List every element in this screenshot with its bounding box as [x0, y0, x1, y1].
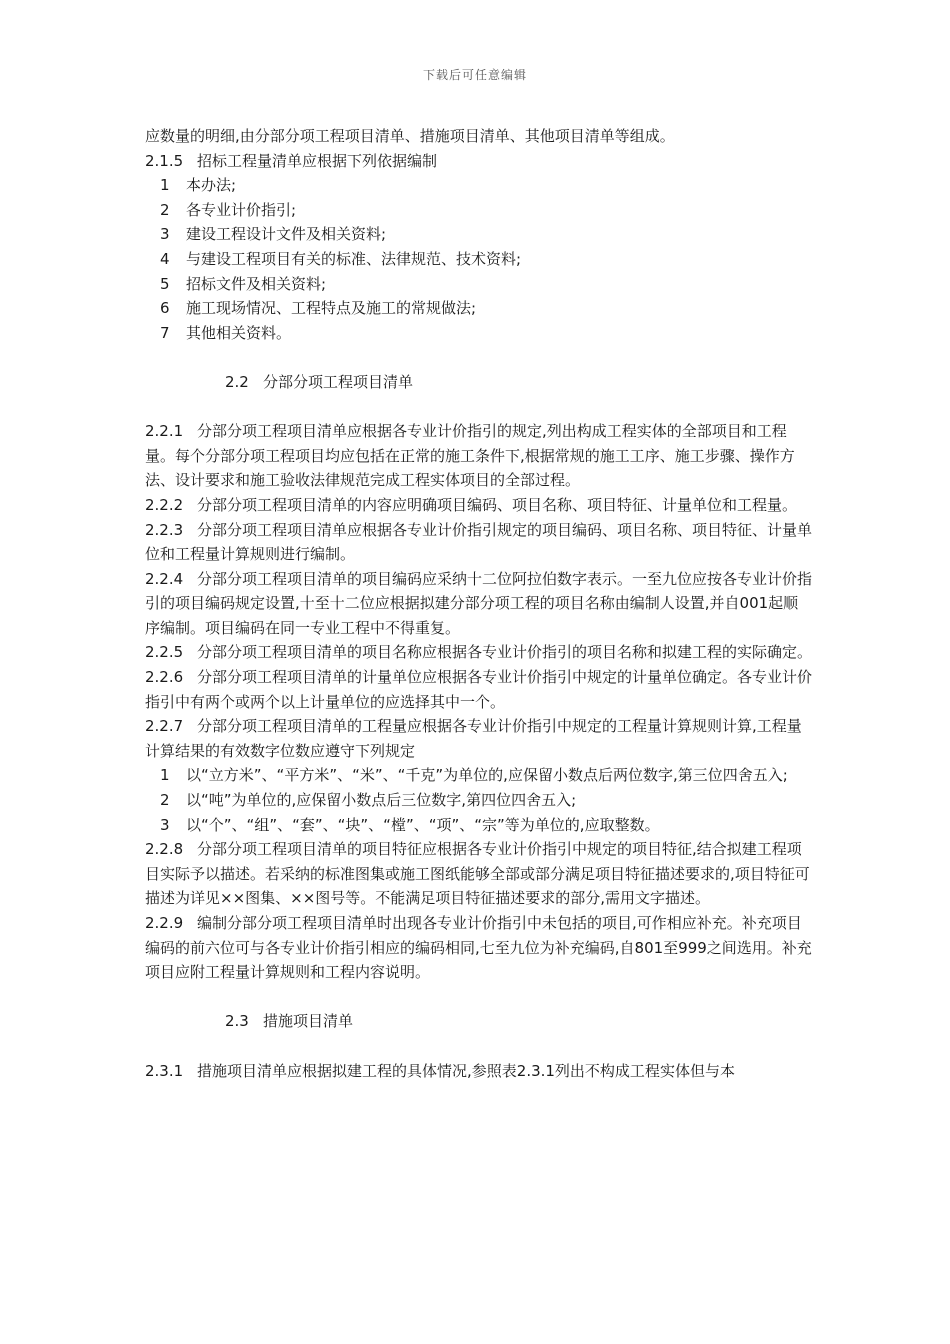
- clause-2-3-1: [145, 1059, 813, 1084]
- list-text: 以“个”、“组”、“套”、“块”、“樘”、“项”、“宗”等为单位的,应取整数。: [186, 815, 660, 834]
- list-number: 7: [160, 323, 170, 342]
- clause-number: 2.2.4: [145, 569, 184, 588]
- list-number: 1: [160, 766, 170, 785]
- list-number: 6: [160, 299, 170, 318]
- list-item: [145, 198, 813, 223]
- clause-number: 2.1.5: [145, 151, 184, 170]
- list-text: 招标文件及相关资料;: [186, 274, 327, 293]
- list-number: 5: [160, 274, 170, 293]
- section-number: 2.3: [225, 1012, 249, 1031]
- clause-2-2-1: [145, 419, 813, 493]
- clause-number: 2.2.2: [145, 495, 184, 514]
- list-item: [145, 296, 813, 321]
- clause-text: 分部分项工程项目清单的内容应明确项目编码、项目名称、项目特征、计量单位和工程量。: [197, 495, 798, 514]
- clause-text: 分部分项工程项目清单的计量单位应根据各专业计价指引中规定的计量单位确定。各专业计价指引中有两个或两个以上计量单位的应选择其中一个。: [145, 668, 813, 711]
- list-number: 2: [160, 200, 170, 219]
- list-text: 以“立方米”、“平方米”、“米”、“千克”为单位的,应保留小数点后两位数字,第三位四舍五入;: [186, 766, 788, 785]
- list-item: [145, 321, 813, 346]
- clause-2-2-6: [145, 665, 813, 714]
- clause-text: 分部分项工程项目清单的项目编码应采纳十二位阿拉伯数字表示。一至九位应按各专业计价指引的项目编码规定设置,十至十二位应根据拟建分部分项工程的项目名称由编制人设置,并自001起顺序编制。项目编码在同一专业工程中不得重复。: [145, 569, 813, 637]
- clause-text: 编制分部分项工程项目清单时出现各专业计价指引中未包括的项目,可作相应补充。补充项目编码的前六位可与各专业计价指引相应的编码相同,七至九位为补充编码,自801至999之间选用。补充项目应附工程量计算规则和工程内容说明。: [145, 914, 812, 982]
- clause-text: 分部分项工程项目清单应根据各专业计价指引规定的项目编码、项目名称、项目特征、计量单位和工程量计算规则进行编制。: [145, 520, 813, 564]
- list-item: [145, 788, 813, 813]
- clause-text: 措施项目清单应根据拟建工程的具体情况,参照表2.3.1列出不构成工程实体但与本: [197, 1061, 735, 1080]
- clause-number: 2.2.1: [145, 422, 184, 441]
- list-number: 2: [160, 791, 170, 810]
- clause-2-1-5: [145, 149, 813, 174]
- list-number: 1: [160, 176, 170, 195]
- list-text: 施工现场情况、工程特点及施工的常规做法;: [186, 299, 477, 318]
- list-item: [145, 247, 813, 272]
- clause-number: 2.3.1: [145, 1061, 184, 1080]
- section-number: 2.2: [225, 372, 249, 391]
- list-item: [145, 173, 813, 198]
- clause-text: 招标工程量清单应根据下列依据编制: [197, 151, 438, 170]
- list-item: [145, 813, 813, 838]
- list-text: 建设工程设计文件及相关资料;: [186, 225, 387, 244]
- list-text: 以“吨”为单位的,应保留小数点后三位数字,第四位四舍五入;: [186, 791, 577, 810]
- list-text: 本办法;: [186, 176, 237, 195]
- list-number: 4: [160, 249, 170, 268]
- list-text: 各专业计价指引;: [186, 200, 297, 219]
- intro-paragraph: 应数量的明细,由分部分项工程项目清单、措施项目清单、其他项目清单等组成。: [145, 127, 675, 145]
- clause-text: 分部分项工程项目清单的项目名称应根据各专业计价指引的项目名称和拟建工程的实际确定。: [197, 643, 813, 662]
- clause-text: 分部分项工程项目清单应根据各专业计价指引的规定,列出构成工程实体的全部项目和工程量。每个分部分项工程项目均应包括在正常的施工条件下,根据常规的施工工序、施工步骤、操作方法、设计要求和施工验收法律规范完成工程实体项目的全部过程。: [145, 422, 795, 490]
- clause-2-2-9: [145, 911, 813, 985]
- list-number: 3: [160, 225, 170, 244]
- clause-2-2-2: [145, 493, 813, 518]
- section-title: 分部分项工程项目清单: [263, 372, 414, 391]
- clause-2-2-7: [145, 714, 813, 763]
- clause-number: 2.2.7: [145, 717, 184, 736]
- clause-number: 2.2.5: [145, 643, 184, 662]
- clause-number: 2.2.3: [145, 520, 184, 539]
- document-body: [145, 124, 813, 1083]
- clause-number: 2.2.6: [145, 668, 184, 687]
- clause-2-2-3: [145, 518, 813, 567]
- clause-number: 2.2.8: [145, 840, 184, 859]
- section-title: 措施项目清单: [263, 1012, 354, 1031]
- list-item: [145, 222, 813, 247]
- list-number: 3: [160, 815, 170, 834]
- clause-2-2-4: [145, 567, 813, 641]
- clause-text: 分部分项工程项目清单的项目特征应根据各专业计价指引中规定的项目特征,结合拟建工程项目实际予以描述。若采纳的标准图集或施工图纸能够全部或部分满足项目特征描述要求的,项目特征可描述为详见××图集、××图号等。不能满足项目特征描述要求的部分,需用文字描述。: [145, 840, 810, 908]
- clause-number: 2.2.9: [145, 914, 184, 932]
- list-text: 与建设工程项目有关的标准、法律规范、技术资料;: [186, 249, 522, 268]
- section-heading-2-3: [145, 1009, 813, 1034]
- clause-text: 分部分项工程项目清单的工程量应根据各专业计价指引中规定的工程量计算规则计算,工程量计算结果的有效数字位数应遵守下列规定: [145, 717, 802, 760]
- list-item: [145, 272, 813, 297]
- section-heading-2-2: [145, 370, 813, 395]
- list-item: [145, 763, 813, 788]
- clause-2-2-8: [145, 837, 813, 911]
- clause-2-2-5: [145, 640, 813, 665]
- list-text: 其他相关资料。: [186, 323, 292, 342]
- page-header: 下载后可任意编辑: [422, 68, 527, 82]
